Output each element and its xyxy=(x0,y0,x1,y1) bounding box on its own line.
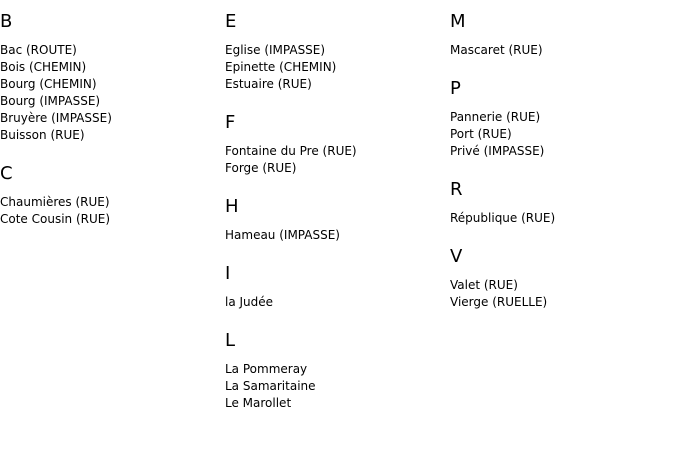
street-link[interactable]: Privé (IMPASSE) xyxy=(450,144,545,158)
street-link[interactable]: Le Marollet xyxy=(225,396,292,410)
street-list xyxy=(225,294,445,311)
group-letter: L xyxy=(225,330,236,351)
letter-group-p xyxy=(450,77,670,160)
street-list xyxy=(450,210,670,227)
street-list xyxy=(225,143,445,177)
street-link[interactable]: Pannerie (RUE) xyxy=(450,110,541,124)
street-list xyxy=(450,109,670,160)
street-link[interactable]: Buisson (RUE) xyxy=(0,128,85,142)
group-letter: F xyxy=(225,112,236,133)
street-link[interactable]: Bac (ROUTE) xyxy=(0,43,77,57)
street-list xyxy=(225,227,445,244)
street-list xyxy=(0,194,220,228)
street-link[interactable]: Fontaine du Pre (RUE) xyxy=(225,144,357,158)
street-list xyxy=(0,42,220,144)
index-column xyxy=(0,10,220,228)
street-link[interactable]: Forge (RUE) xyxy=(225,161,297,175)
letter-group-l xyxy=(225,329,445,412)
street-link[interactable]: Mascaret (RUE) xyxy=(450,43,543,57)
group-letter: I xyxy=(225,263,231,284)
letter-group-c xyxy=(0,162,220,228)
letter-group-e xyxy=(225,10,445,93)
group-letter: C xyxy=(0,163,13,184)
group-letter: R xyxy=(450,179,463,200)
street-link[interactable]: République (RUE) xyxy=(450,211,556,225)
group-letter: M xyxy=(450,11,466,32)
street-link[interactable]: Bourg (CHEMIN) xyxy=(0,77,97,91)
street-link[interactable]: Cote Cousin (RUE) xyxy=(0,212,111,226)
street-link[interactable]: Bois (CHEMIN) xyxy=(0,60,87,74)
letter-group-m xyxy=(450,10,670,59)
index-column xyxy=(450,10,670,311)
group-letter: H xyxy=(225,196,239,217)
street-link[interactable]: Valet (RUE) xyxy=(450,278,518,292)
street-link[interactable]: Hameau (IMPASSE) xyxy=(225,228,340,242)
street-link[interactable]: Epinette (CHEMIN) xyxy=(225,60,337,74)
street-list xyxy=(450,42,670,59)
street-link[interactable]: Vierge (RUELLE) xyxy=(450,295,548,309)
street-link[interactable]: Bruyère (IMPASSE) xyxy=(0,111,112,125)
letter-group-h xyxy=(225,195,445,244)
street-link[interactable]: Estuaire (RUE) xyxy=(225,77,312,91)
street-link[interactable]: La Samaritaine xyxy=(225,379,316,393)
street-link[interactable]: Port (RUE) xyxy=(450,127,512,141)
letter-group-i xyxy=(225,262,445,311)
street-link[interactable]: la Judée xyxy=(225,295,274,309)
street-link[interactable]: La Pommeray xyxy=(225,362,308,376)
street-link[interactable]: Bourg (IMPASSE) xyxy=(0,94,101,108)
street-list xyxy=(450,277,670,311)
street-link[interactable]: Chaumières (RUE) xyxy=(0,195,110,209)
letter-group-f xyxy=(225,111,445,177)
letter-group-b xyxy=(0,10,220,144)
group-letter: E xyxy=(225,11,237,32)
letter-group-v xyxy=(450,245,670,311)
index-column xyxy=(225,10,445,412)
group-letter: P xyxy=(450,78,461,99)
street-link[interactable]: Eglise (IMPASSE) xyxy=(225,43,326,57)
street-list xyxy=(225,42,445,93)
street-list xyxy=(225,361,445,412)
letter-group-r xyxy=(450,178,670,227)
group-letter: V xyxy=(450,246,463,267)
group-letter: B xyxy=(0,11,13,32)
